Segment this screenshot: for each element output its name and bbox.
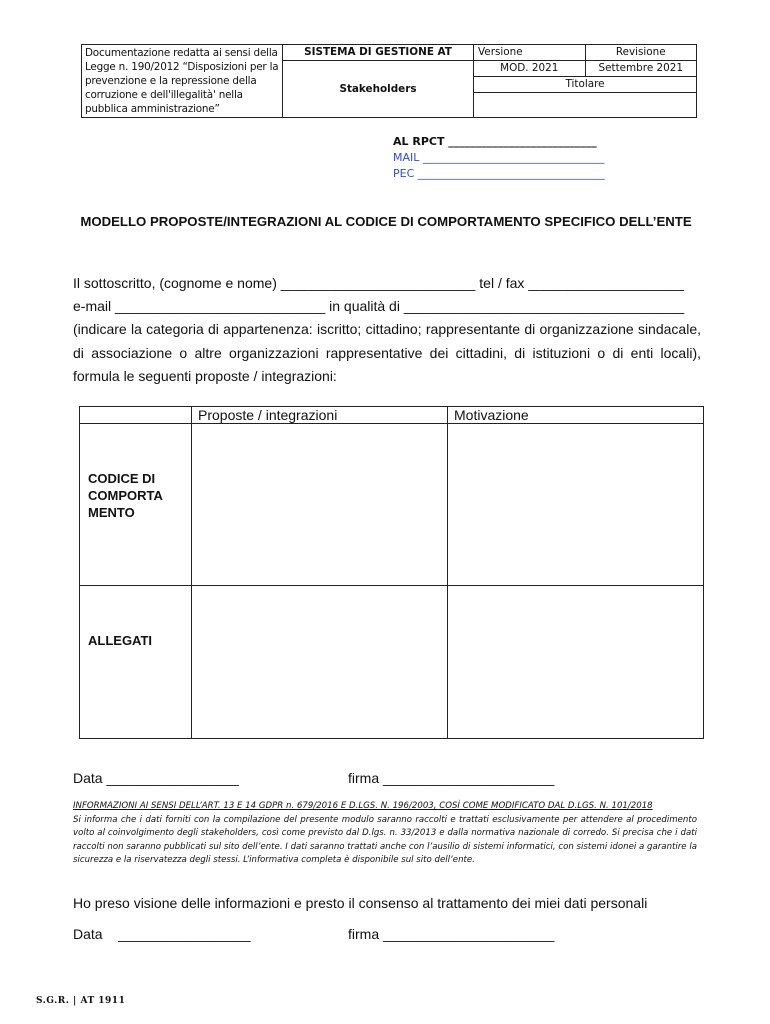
stakeholders-label: Stakeholders — [283, 61, 474, 118]
owner-label: Titolare — [474, 76, 697, 92]
intro-line-category: (indicare la categoria di appartenenza: iscritto; cittadino; rappresentante di organizzazione sindacale, di associazione o altre organizzazioni rappresentative dei cittadini, di istituzioni o di enti locali), formula le seguenti proposte / integrazioni: — [73, 321, 701, 384]
row-label-code: CODICE DI COMPORTA MENTO — [88, 471, 163, 520]
proposal-attachments-cell[interactable] — [192, 586, 447, 738]
intro-line-email: e-mail ___________________________ in qualità di ____________________________________ — [73, 298, 685, 315]
intro-paragraph — [73, 272, 701, 388]
rpct-line: AL RPCT ___________________________ — [393, 135, 597, 148]
version-label: Versione — [474, 45, 586, 61]
system-title: SISTEMA DI GESTIONE AT — [283, 45, 474, 61]
privacy-information — [73, 800, 697, 868]
revision-value: Settembre 2021 — [585, 61, 697, 77]
motivation-code-cell[interactable] — [448, 424, 703, 585]
intro-line-name: Il sottoscritto, (cognome e nome) _________________________ tel / fax ____________________ — [73, 275, 685, 291]
owner-value — [474, 92, 697, 118]
revision-label: Revisione — [585, 45, 697, 61]
privacy-heading: INFORMAZIONI AI SENSI DELL’ART. 13 E 14 GDPR n. 679/2016 E D.LGS. N. 196/2003, COSÌ COME MODIFICATO DAL D.LGS. N. 101/2018 — [73, 801, 653, 811]
proposal-code-cell[interactable] — [192, 424, 447, 585]
header-table — [81, 44, 697, 118]
signature-field-2[interactable]: firma ______________________ — [348, 926, 555, 942]
footer-logo: S.G.R. | AT 1911 — [36, 996, 126, 1006]
pec-line: PEC __________________________________ — [393, 167, 605, 180]
recipient-block — [393, 134, 605, 182]
signature-field-1[interactable]: firma ______________________ — [348, 770, 555, 786]
proposals-table — [79, 406, 704, 739]
date-field-2[interactable]: Data _________________ — [73, 926, 251, 942]
document-title: MODELLO PROPOSTE/INTEGRAZIONI AL CODICE DI COMPORTAMENTO SPECIFICO DELL’ENTE — [80, 214, 692, 229]
header-description: Documentazione redatta ai sensi della Legge n. 190/2012 “Disposizioni per la prevenzione e la repressione della corruzione e dell'illegalità' nella pubblica amministrazione” — [82, 45, 283, 118]
consent-statement: Ho preso visione delle informazioni e presto il consenso al trattamento dei miei dati personali — [73, 895, 648, 911]
column-header-proposals: Proposte / integrazioni — [198, 407, 338, 423]
column-header-motivation: Motivazione — [454, 407, 529, 423]
version-value: MOD. 2021 — [474, 61, 586, 77]
mail-line: MAIL _________________________________ — [393, 151, 605, 164]
row-label-attachments: ALLEGATI — [88, 633, 153, 648]
date-field-1[interactable]: Data _________________ — [73, 770, 239, 786]
motivation-attachments-cell[interactable] — [448, 586, 703, 738]
privacy-body: Si informa che i dati forniti con la compilazione del presente modulo saranno raccolti e trattati esclusivamente per attendere al procedimento volto al coinvolgimento degli stakeholders, così come previsto dal D.lgs. n. 33/2013 e dalla normativa nazionale di corredo. Si precisa che i dati raccolti non saranno pubblicati sul sito dell’ente. I dati saranno trattati anche con l’ausilio di sistemi informatici, con sistemi idonei a garantire la sicurezza e la riservatezza degli stessi. L’informativa completa è disponibile sul sito dell’ente. — [73, 814, 697, 866]
